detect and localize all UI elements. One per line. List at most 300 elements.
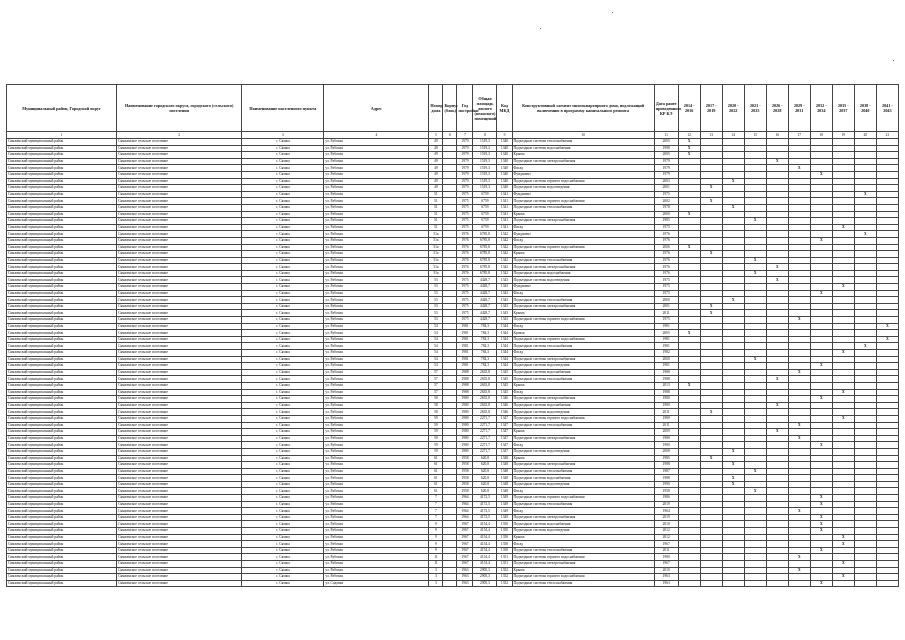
construction-year-cell: 1981 [457, 363, 473, 370]
building-code-cell: 1346 [497, 409, 512, 416]
repair-period-cell [788, 343, 810, 350]
table-row [7, 567, 899, 574]
building-block-cell [443, 402, 457, 409]
repair-period-mark: X [810, 501, 832, 508]
repair-period-cell [854, 277, 876, 284]
building-code-cell: 1340 [497, 158, 512, 165]
house-number-cell: 53 [429, 317, 443, 324]
building-block-cell [443, 257, 457, 264]
repair-period-cell [832, 171, 854, 178]
house-number-cell: 3 [429, 580, 443, 587]
repair-period-cell [788, 198, 810, 205]
repair-period-cell [810, 158, 832, 165]
repair-period-cell [766, 468, 788, 475]
repair-period-cell [788, 264, 810, 271]
house-number-cell: 51а [429, 231, 443, 238]
previous-repair-date-cell: 2006 [654, 244, 678, 251]
repair-period-cell [788, 330, 810, 337]
house-number-cell: 51 [429, 204, 443, 211]
repair-period-cell [788, 350, 810, 357]
total-area-cell: 620,8 [473, 468, 497, 475]
repair-period-cell [832, 396, 854, 403]
building-block-cell [443, 508, 457, 515]
building-block-cell [443, 237, 457, 244]
repair-period-cell [700, 145, 722, 152]
total-area-cell: 2271,7 [473, 442, 497, 449]
repair-period-cell [832, 382, 854, 389]
table-row [7, 554, 899, 561]
repair-period-cell [788, 356, 810, 363]
repair-period-cell [788, 382, 810, 389]
previous-repair-date-cell: 1975 [654, 284, 678, 291]
repair-period-cell [810, 356, 832, 363]
total-area-cell: 2905,3 [473, 567, 497, 574]
repair-period-cell [700, 317, 722, 324]
building-code-cell: 1344 [497, 336, 512, 343]
total-area-cell: 6759 [473, 218, 497, 225]
house-number-cell: 51а [429, 251, 443, 258]
repair-period-cell [854, 409, 876, 416]
building-block-cell [443, 501, 457, 508]
total-area-cell: 2271,7 [473, 435, 497, 442]
locality-cell: с. Сямжа [242, 343, 324, 350]
settlement-cell: Сямженское сельское поселение [117, 356, 242, 363]
district-cell: Сямженский муниципальный район [7, 244, 117, 251]
previous-repair-date-cell: 1976 [654, 251, 678, 258]
total-area-cell: 1519,3 [473, 185, 497, 192]
repair-period-cell [832, 402, 854, 409]
table-row [7, 237, 899, 244]
structural-element-cell: Фасад [512, 323, 654, 330]
repair-period-cell [678, 475, 700, 482]
repair-period-cell [832, 343, 854, 350]
construction-year-cell: 1963 [457, 574, 473, 581]
settlement-cell: Сямженское сельское поселение [117, 376, 242, 383]
table-row [7, 363, 899, 370]
repair-period-cell [832, 277, 854, 284]
repair-period-cell [788, 415, 810, 422]
column-header: 2020 - 2022 [722, 85, 744, 132]
structural-element-cell: Подъездные системы водоотведения [512, 185, 654, 192]
repair-period-cell [788, 363, 810, 370]
locality-cell: с. Сямжа [242, 514, 324, 521]
repair-period-cell [766, 574, 788, 581]
repair-period-cell [678, 257, 700, 264]
previous-repair-date-cell: 1976 [654, 237, 678, 244]
settlement-cell: Сямженское сельское поселение [117, 231, 242, 238]
building-block-cell [443, 165, 457, 172]
repair-period-cell [788, 534, 810, 541]
repair-period-cell [766, 389, 788, 396]
structural-element-cell: Крыша [512, 310, 654, 317]
previous-repair-date-cell: 2011 [654, 422, 678, 429]
repair-period-cell [744, 171, 766, 178]
table-row [7, 488, 899, 495]
repair-period-cell [744, 422, 766, 429]
house-number-cell: 59 [429, 429, 443, 436]
repair-period-cell [700, 237, 722, 244]
table-row [7, 139, 899, 146]
table-row [7, 534, 899, 541]
house-number-cell: 49 [429, 158, 443, 165]
repair-period-cell [744, 363, 766, 370]
repair-period-mark: X [766, 376, 788, 383]
house-number-cell: 61 [429, 462, 443, 469]
column-number: 5 [429, 132, 443, 139]
repair-period-cell [876, 409, 898, 416]
repair-period-mark: X [810, 495, 832, 502]
repair-period-cell [766, 415, 788, 422]
repair-period-mark: X [832, 389, 854, 396]
repair-period-cell [876, 218, 898, 225]
repair-period-cell [788, 270, 810, 277]
structural-element-cell: Подъездные системы теплоснабжения [512, 580, 654, 587]
previous-repair-date-cell: 1976 [654, 257, 678, 264]
repair-period-cell [744, 508, 766, 515]
building-block-cell [443, 363, 457, 370]
repair-period-cell [854, 528, 876, 535]
address-cell: ул. Рабочая [324, 224, 429, 231]
repair-period-cell [810, 567, 832, 574]
repair-period-cell [788, 237, 810, 244]
repair-period-cell [744, 178, 766, 185]
building-code-cell: 1341 [497, 191, 512, 198]
repair-period-cell [766, 211, 788, 218]
repair-period-cell [876, 514, 898, 521]
repair-period-mark: X [700, 310, 722, 317]
building-block-cell [443, 422, 457, 429]
construction-year-cell: 1967 [457, 521, 473, 528]
building-code-cell: 1344 [497, 363, 512, 370]
building-block-cell [443, 336, 457, 343]
construction-year-cell: 1967 [457, 528, 473, 535]
repair-period-cell [788, 178, 810, 185]
settlement-cell: Сямженское сельское поселение [117, 534, 242, 541]
repair-period-cell [832, 303, 854, 310]
structural-element-cell: Подъездные системы электроснабжения [512, 356, 654, 363]
previous-repair-date-cell: 1975 [654, 277, 678, 284]
repair-period-cell [700, 323, 722, 330]
district-cell: Сямженский муниципальный район [7, 402, 117, 409]
repair-period-cell [722, 547, 744, 554]
repair-period-cell [876, 455, 898, 462]
repair-period-cell [810, 554, 832, 561]
repair-period-cell [722, 237, 744, 244]
repair-period-cell [700, 178, 722, 185]
construction-year-cell: 1975 [457, 290, 473, 297]
address-cell: ул. Рабочая [324, 297, 429, 304]
address-cell: ул. Рабочая [324, 508, 429, 515]
repair-period-mark: X [700, 185, 722, 192]
table-row [7, 218, 899, 225]
building-block-cell [443, 277, 457, 284]
locality-cell: с. Сямжа [242, 231, 324, 238]
repair-period-cell [810, 185, 832, 192]
repair-period-cell [810, 475, 832, 482]
repair-period-mark: X [876, 323, 898, 330]
repair-period-cell [722, 251, 744, 258]
repair-period-cell [876, 382, 898, 389]
repair-period-cell [722, 389, 744, 396]
total-area-cell: 620,8 [473, 462, 497, 469]
district-cell: Сямженский муниципальный район [7, 534, 117, 541]
repair-period-cell [876, 139, 898, 146]
locality-cell: с. Сямжа [242, 389, 324, 396]
building-block-cell [443, 224, 457, 231]
repair-period-cell [832, 495, 854, 502]
district-cell: Сямженский муниципальный район [7, 481, 117, 488]
table-row [7, 369, 899, 376]
district-cell: Сямженский муниципальный район [7, 488, 117, 495]
repair-period-cell [722, 508, 744, 515]
house-number-cell: 53 [429, 290, 443, 297]
repair-period-cell [810, 284, 832, 291]
previous-repair-date-cell: 1976 [654, 270, 678, 277]
repair-period-cell [854, 317, 876, 324]
repair-period-cell [876, 303, 898, 310]
repair-period-cell [678, 264, 700, 271]
district-cell: Сямженский муниципальный район [7, 455, 117, 462]
table-row [7, 448, 899, 455]
column-number: 21 [876, 132, 898, 139]
repair-period-cell [744, 284, 766, 291]
table-row [7, 270, 899, 277]
table-row [7, 350, 899, 357]
column-header: 2032 - 2034 [810, 85, 832, 132]
repair-period-mark: X [722, 297, 744, 304]
address-cell: ул. Рабочая [324, 139, 429, 146]
repair-period-cell [766, 521, 788, 528]
structural-element-cell: Крыша [512, 152, 654, 159]
repair-period-cell [700, 244, 722, 251]
settlement-cell: Сямженское сельское поселение [117, 237, 242, 244]
repair-period-cell [700, 501, 722, 508]
repair-period-cell [700, 363, 722, 370]
address-cell: ул. Рабочая [324, 415, 429, 422]
repair-period-cell [832, 409, 854, 416]
construction-year-cell: 1975 [457, 191, 473, 198]
building-block-cell [443, 514, 457, 521]
building-block-cell [443, 382, 457, 389]
settlement-cell: Сямженское сельское поселение [117, 251, 242, 258]
repair-period-mark: X [832, 541, 854, 548]
locality-cell: с. Сямжа [242, 191, 324, 198]
address-cell: ул. Рабочая [324, 191, 429, 198]
repair-period-cell [766, 336, 788, 343]
total-area-cell: 4154,4 [473, 534, 497, 541]
repair-period-cell [876, 231, 898, 238]
repair-period-cell [766, 251, 788, 258]
repair-period-cell [744, 204, 766, 211]
column-number: 18 [810, 132, 832, 139]
repair-period-cell [810, 462, 832, 469]
column-number-row [7, 132, 899, 139]
repair-period-cell [832, 178, 854, 185]
previous-repair-date-cell: 1979 [654, 165, 678, 172]
previous-repair-date-cell: 1980 [654, 554, 678, 561]
table-row [7, 277, 899, 284]
repair-period-cell [876, 198, 898, 205]
locality-cell: с. Сямжа [242, 158, 324, 165]
building-code-cell: 1342 [497, 270, 512, 277]
repair-period-cell [678, 270, 700, 277]
repair-period-cell [744, 224, 766, 231]
repair-period-mark: X [832, 284, 854, 291]
repair-period-cell [854, 204, 876, 211]
construction-year-cell: 1979 [457, 145, 473, 152]
repair-period-cell [832, 435, 854, 442]
building-block-cell [443, 158, 457, 165]
previous-repair-date-cell: 1990 [654, 481, 678, 488]
repair-period-mark: X [700, 251, 722, 258]
repair-period-mark: X [788, 369, 810, 376]
repair-period-cell [722, 521, 744, 528]
repair-period-cell [744, 231, 766, 238]
repair-period-cell [722, 218, 744, 225]
column-number: 15 [744, 132, 766, 139]
table-row [7, 171, 899, 178]
building-code-cell: 1344 [497, 350, 512, 357]
building-block-cell [443, 218, 457, 225]
repair-period-cell [854, 448, 876, 455]
total-area-cell: 6785,8 [473, 237, 497, 244]
repair-period-cell [766, 310, 788, 317]
district-cell: Сямженский муниципальный район [7, 554, 117, 561]
repair-period-cell [678, 547, 700, 554]
house-number-cell: 51а [429, 244, 443, 251]
repair-period-cell [678, 541, 700, 548]
repair-period-cell [722, 284, 744, 291]
address-cell: ул. Рабочая [324, 310, 429, 317]
previous-repair-date-cell: 2009 [654, 429, 678, 436]
column-header: 2014 - 2016 [678, 85, 700, 132]
total-area-cell: 4428,7 [473, 310, 497, 317]
repair-period-cell [700, 139, 722, 146]
building-code-cell: 1347 [497, 429, 512, 436]
district-cell: Сямженский муниципальный район [7, 257, 117, 264]
house-number-cell: 51 [429, 224, 443, 231]
building-block-cell [443, 244, 457, 251]
repair-period-cell [678, 251, 700, 258]
repair-period-cell [876, 270, 898, 277]
repair-period-mark: X [700, 409, 722, 416]
repair-period-cell [700, 495, 722, 502]
construction-year-cell: 1976 [457, 231, 473, 238]
construction-year-cell: 1975 [457, 284, 473, 291]
district-cell: Сямженский муниципальный район [7, 415, 117, 422]
repair-period-cell [744, 415, 766, 422]
repair-period-cell [722, 356, 744, 363]
previous-repair-date-cell: 1981 [654, 336, 678, 343]
previous-repair-date-cell: 1988 [654, 376, 678, 383]
repair-period-cell [744, 396, 766, 403]
structural-element-cell: Подъездные системы теплоснабжения [512, 204, 654, 211]
house-number-cell: 59 [429, 442, 443, 449]
previous-repair-date-cell: 2011 [654, 409, 678, 416]
table-row [7, 152, 899, 159]
building-code-cell: 1342 [497, 257, 512, 264]
district-cell: Сямженский муниципальный район [7, 264, 117, 271]
repair-period-cell [832, 323, 854, 330]
total-area-cell: 4154,4 [473, 554, 497, 561]
building-code-cell: 1345 [497, 382, 512, 389]
repair-period-mark: X [722, 475, 744, 482]
repair-period-cell [854, 297, 876, 304]
locality-cell: с. Сямжа [242, 455, 324, 462]
repair-period-cell [678, 448, 700, 455]
repair-period-cell [700, 369, 722, 376]
repair-period-cell [810, 336, 832, 343]
building-block-cell [443, 297, 457, 304]
structural-element-cell: Крыша [512, 382, 654, 389]
settlement-cell: Сямженское сельское поселение [117, 396, 242, 403]
building-code-cell: 1349 [497, 514, 512, 521]
construction-year-cell: 1967 [457, 554, 473, 561]
structural-element-cell: Подъездные системы теплоснабжения [512, 422, 654, 429]
repair-period-cell [832, 191, 854, 198]
repair-period-cell [810, 277, 832, 284]
repair-period-cell [876, 561, 898, 568]
settlement-cell: Сямженское сельское поселение [117, 580, 242, 587]
total-area-cell: 6785,8 [473, 264, 497, 271]
building-block-cell [443, 567, 457, 574]
repair-period-cell [876, 191, 898, 198]
address-cell: ул. Рабочая [324, 270, 429, 277]
repair-period-cell [766, 171, 788, 178]
repair-period-cell [832, 336, 854, 343]
district-cell: Сямженский муниципальный район [7, 541, 117, 548]
house-number-cell: 61 [429, 468, 443, 475]
address-cell: ул. Рабочая [324, 541, 429, 548]
repair-period-cell [854, 356, 876, 363]
repair-period-cell [854, 442, 876, 449]
construction-year-cell: 1964 [457, 495, 473, 502]
repair-period-cell [766, 343, 788, 350]
previous-repair-date-cell: 2005 [654, 139, 678, 146]
repair-period-cell [854, 257, 876, 264]
locality-cell: с. Сямжа [242, 145, 324, 152]
repair-period-cell [810, 152, 832, 159]
table-row [7, 224, 899, 231]
construction-year-cell: 1981 [457, 350, 473, 357]
repair-period-cell [876, 317, 898, 324]
building-block-cell [443, 481, 457, 488]
settlement-cell: Сямженское сельское поселение [117, 165, 242, 172]
repair-period-cell [788, 251, 810, 258]
structural-element-cell: Подъездные системы водоснабжения [512, 145, 654, 152]
building-code-cell: 1347 [497, 448, 512, 455]
building-block-cell [443, 323, 457, 330]
repair-period-cell [766, 204, 788, 211]
repair-period-mark: X [700, 303, 722, 310]
repair-period-mark: X [700, 198, 722, 205]
repair-period-cell [854, 521, 876, 528]
house-number-cell: 53 [429, 297, 443, 304]
table-row [7, 264, 899, 271]
repair-period-cell [810, 402, 832, 409]
repair-period-cell [744, 303, 766, 310]
previous-repair-date-cell: 2002 [654, 198, 678, 205]
column-number: 12 [678, 132, 700, 139]
address-cell: ул. Рабочая [324, 350, 429, 357]
column-number: 20 [854, 132, 876, 139]
district-cell: Сямженский муниципальный район [7, 528, 117, 535]
construction-year-cell: 1964 [457, 514, 473, 521]
repair-period-cell [788, 303, 810, 310]
repair-period-cell [876, 264, 898, 271]
repair-period-cell [700, 415, 722, 422]
repair-period-cell [700, 297, 722, 304]
